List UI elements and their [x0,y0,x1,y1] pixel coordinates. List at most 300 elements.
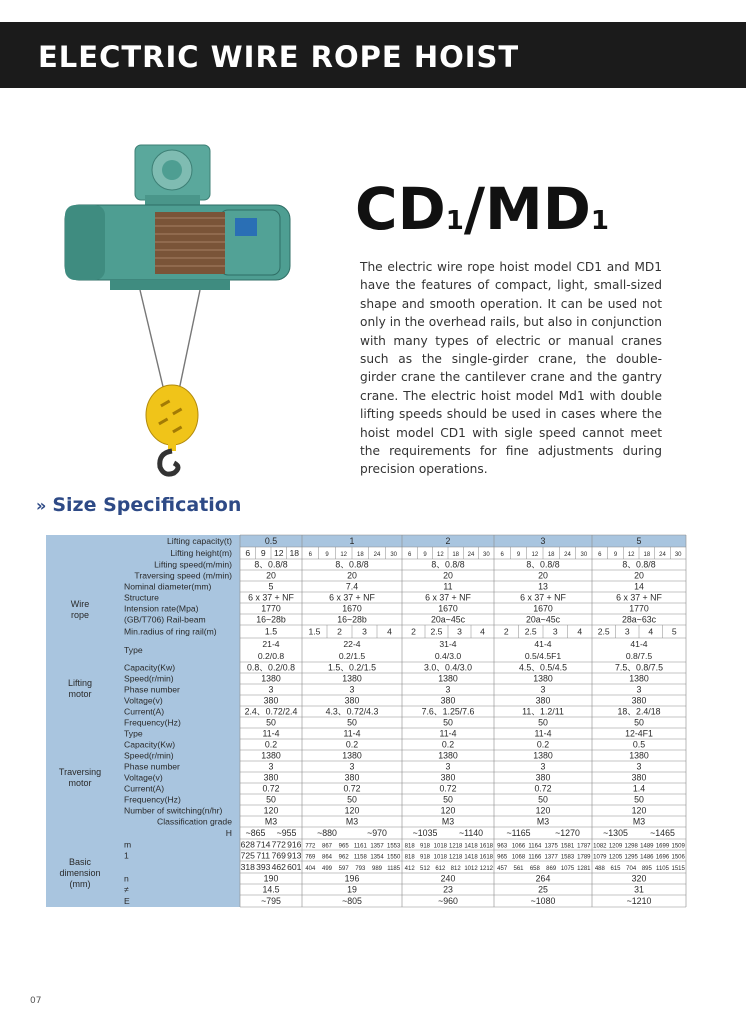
table-cell-text: 21-4 [262,639,280,649]
table-cell-text: 3.0、0.4/3.0 [424,662,472,673]
row-label: Structure [124,592,159,603]
table-cell-text: 20a~45c [526,614,560,625]
row-label: Capacity(Kw) [124,662,176,673]
table-cell-text: 18 [289,548,300,558]
group-label: motor [68,778,92,788]
table-cell-text: 8、0.8/8 [431,559,465,570]
table-cell-text: M3 [441,816,455,827]
table-cell-text: 12 [531,552,539,558]
table-cell-text: 1212 [479,866,494,872]
table-cell-text: 1380 [533,673,553,684]
table-cell-text: 20 [634,570,644,581]
table-cell-text: 7.5、0.8/7.5 [615,662,663,673]
table-cell-text: 50 [347,717,357,728]
table-cell-text: 818 [404,843,415,850]
table-cell-text: 50 [266,794,276,805]
table-cell-text: ~1165 [506,828,531,838]
table-cell-text: 1018 [433,854,448,861]
row-label: Intension rate(Mpa) [124,603,199,614]
table-cell-text: ~1080 [530,896,556,906]
table-cell-text: 1670 [342,603,362,614]
row-label: Voltage(v) [124,695,163,706]
table-cell-text: 965 [338,843,349,850]
table-cell-text: 711 [256,850,271,861]
table-cell-text: 393 [256,862,271,872]
group-label: Traversing [58,767,102,777]
group-label: Wire [70,599,90,609]
table-cell-text: 190 [263,873,279,884]
table-cell-text: 404 [305,866,316,872]
table-cell-text: 12-4F1 [625,728,653,739]
table-cell-text: 769 [305,854,316,861]
table-cell-text: 0.72 [439,783,457,794]
table-cell-text: 0.2/0.8 [257,651,285,661]
table-cell-text: 41-4 [534,639,552,649]
table-cell-text: 380 [440,695,456,706]
table-cell-text: 1787 [577,843,591,850]
table-cell-text: 1380 [438,673,458,684]
table-cell-text: 965 [497,854,508,861]
table-cell-text: ~1305 [603,828,628,838]
table-cell-text: 3 [636,761,642,772]
table-cell-text: 50 [443,794,453,805]
table-cell-text: 8、0.8/8 [254,559,288,570]
table-cell-text: 0.2/1.5 [338,651,366,661]
table-cell-text: M3 [264,816,278,827]
table-cell-text: 12 [627,552,635,558]
table-cell-text: 1699 [655,843,670,850]
table-cell-text: 1.4 [632,783,646,794]
table-cell-text: 380 [631,695,647,706]
table-cell-text: 818 [404,854,415,861]
table-cell-text: 6 x 37 + NF [425,592,471,603]
table-cell-text: 8、0.8/8 [622,559,656,570]
table-cell-text: 240 [440,873,456,884]
table-cell-text: 412 [404,866,415,872]
table-cell-text: 1380 [629,750,649,761]
table-cell-text: 3 [540,536,546,546]
table-cell-text: 793 [355,866,366,872]
table-cell-text: 0.4/3.0 [434,651,462,661]
table-cell-text: 50 [443,717,453,728]
group-label: Lifting [67,678,93,688]
table-cell-text: 2.5 [597,626,610,637]
table-cell-text: 18 [452,552,460,558]
table-cell-text: 24 [373,552,381,558]
table-cell-text: 380 [344,772,360,783]
table-cell-text: 18 [356,552,364,558]
table-cell-text: 28a~63c [622,614,656,625]
table-cell-text: 1.5、0.2/1.5 [328,662,376,673]
table-cell-text: 318 [240,862,255,872]
table-cell-text: 3 [268,761,274,772]
table-cell-text: 1377 [544,854,558,861]
table-cell-text: 3 [624,626,630,637]
table-cell-text: ~880 [317,828,337,838]
row-label: Phase number [124,761,180,772]
table-cell-text: 19 [347,884,357,895]
table-cell-text: 50 [634,794,644,805]
table-cell-text: 5 [671,626,677,637]
row-label: Type [124,728,143,739]
table-cell-text: 1295 [624,854,638,861]
table-cell-text: 3 [349,761,355,772]
group-label: rope [70,610,90,620]
group-label: motor [68,689,92,699]
table-cell-text: 1770 [261,603,281,614]
table-cell-text: 1 [349,536,355,546]
table-cell-text: 1380 [533,750,553,761]
table-cell-text: 3 [445,684,451,695]
group-label: Basic [68,857,92,867]
table-cell-text: 1357 [370,843,384,850]
table-cell-text: 380 [263,772,279,783]
table-cell-text: 704 [626,866,637,872]
table-cell-text: 9 [516,552,521,558]
table-cell-text: 772 [271,839,286,850]
table-cell-text: 918 [419,843,431,850]
table-cell-text: 11-4 [439,728,457,739]
table-cell-text: 1380 [342,673,362,684]
table-cell-text: 4 [648,626,654,637]
table-cell-text: 6 [500,552,504,558]
table-cell-text: 18 [547,552,555,558]
group-label: dimension [59,868,101,878]
page-title: ELECTRIC WIRE ROPE HOIST [38,40,520,74]
row-label: Min.radius of ring rail(m) [124,626,217,637]
table-cell-text: 1012 [464,866,478,872]
table-cell-text: 2 [503,626,509,637]
table-cell-text: 864 [321,854,333,861]
row-label: Frequency(Hz) [124,794,181,805]
table-cell-text: 3 [457,626,462,637]
table-cell-text: 50 [538,794,548,805]
table-cell-text: 1068 [511,854,526,861]
table-cell-text: 50 [634,717,644,728]
table-cell-text: 11-4 [262,728,280,739]
table-cell-text: 12 [340,552,348,558]
table-cell-text: 0.5 [632,739,646,750]
table-cell-text: 6 x 37 + NF [248,592,294,603]
table-cell-text: M3 [632,816,646,827]
table-cell-text: 1161 [353,843,367,850]
table-cell-text: 3 [445,761,451,772]
table-cell-text: 1205 [608,854,623,861]
table-cell-text: ~1210 [626,896,652,906]
table-cell-text: 869 [546,866,557,872]
table-cell-text: 2 [337,626,342,637]
row-label: Number of switching(n/hr) [124,805,223,816]
row-label: Capacity(Kw) [124,739,176,750]
table-cell-text: 0.2 [536,739,550,750]
table-cell-text: 1164 [528,843,542,850]
table-cell-text: 499 [321,866,333,872]
table-cell-text: 1618 [479,854,494,861]
table-cell-text: 4 [387,626,392,637]
table-cell-text: 769 [271,850,286,861]
table-cell-text: 597 [338,866,349,872]
table-cell-text: 24 [659,552,666,558]
table-cell-text: ~970 [367,828,387,838]
table-cell-text: 1298 [624,843,638,850]
table-cell-text: 11 [443,581,453,592]
table-cell-text: 895 [641,866,652,872]
table-cell-text: 3 [362,626,367,637]
table-cell-text: 9 [260,548,266,558]
table-cell-text: 658 [529,866,540,872]
table-cell-text: 1354 [370,854,384,861]
table-cell-text: 8、0.8/8 [335,559,369,570]
row-label: Lifting capacity(t) [167,536,232,546]
table-cell-text: ~1270 [555,828,580,838]
table-cell-text: ~1035 [412,828,438,838]
table-cell-text: 25 [538,884,548,895]
table-cell-text: 0.8、0.2/0.8 [247,662,295,673]
table-cell-text: 1670 [438,603,458,614]
table-cell-text: 50 [347,794,357,805]
table-cell-text: 12 [273,548,284,558]
table-cell-text: 50 [538,717,548,728]
table-cell-text: 14 [634,581,644,592]
table-cell-text: 120 [440,805,456,816]
row-label: Nominal diameter(mm) [124,581,212,592]
table-cell-text: 2.5 [430,626,443,637]
table-cell-text: 1489 [640,843,654,850]
table-cell-text: 3 [268,684,274,695]
table-cell-text: 1209 [608,843,623,850]
table-cell-text: 4.3、0.72/4.3 [325,706,379,717]
table-cell-text: 3 [540,761,546,772]
table-cell-text: 6 [245,548,251,558]
row-label: Voltage(v) [124,772,163,783]
table-cell-text: 1515 [671,866,685,872]
row-label: E [124,896,130,906]
table-cell-text: 867 [321,843,333,850]
row-label: n [124,873,129,884]
row-label: Current(A) [124,783,165,794]
table-cell-text: 3 [552,626,558,637]
table-cell-text: 601 [287,862,302,872]
table-cell-text: 0.2 [345,739,359,750]
table-cell-text: 11-4 [534,728,552,739]
table-cell-text: 0.2 [441,739,455,750]
table-cell-text: 457 [497,866,508,872]
header-row-bg [240,535,686,547]
table-cell-text: 3 [540,684,546,695]
table-cell-text: 916 [287,839,302,850]
table-cell-text: 4 [577,626,583,637]
table-cell-text: 13 [538,581,548,592]
table-cell-text: 4.5、0.5/4.5 [519,662,567,673]
table-cell-text: ~955 [276,828,297,838]
table-cell-text: 8、0.8/8 [526,559,560,570]
table-cell-text: 6 x 37 + NF [329,592,375,603]
table-cell-text: 7.6、1.25/7.6 [421,706,475,717]
table-cell-text: 24 [564,552,571,558]
group-label: (mm) [69,879,91,889]
section-heading: » Size Specification [36,494,242,516]
table-cell-text: 30 [580,552,588,558]
row-label: Lifting height(m) [170,548,232,558]
table-cell-text: 30 [482,552,490,558]
table-cell-text: 1770 [629,603,649,614]
table-cell-text: 1506 [671,854,685,861]
table-cell-text: 22-4 [343,639,361,649]
table-cell-text: 6 x 37 + NF [520,592,566,603]
table-cell-text: 1075 [560,866,575,872]
table-cell-text: M3 [536,816,550,827]
table-cell-text: 1380 [342,750,362,761]
table-cell-text: 380 [344,695,360,706]
row-label: Lifting speed(m/min) [154,559,232,570]
table-cell-text: M3 [345,816,359,827]
table-cell-text: 812 [450,866,461,872]
table-cell-text: 120 [344,805,360,816]
table-cell-text: 6 x 37 + NF [616,592,662,603]
table-cell-text: 9 [423,552,427,558]
table-cell-text: 30 [390,552,398,558]
table-cell-text: 31-4 [439,639,457,649]
table-cell-text: 18 [643,552,651,558]
table-cell-text: 16~28b [337,614,367,625]
table-cell-text: 772 [305,843,316,850]
row-label: Frequency(Hz) [124,717,181,728]
table-cell-text: 20a~45c [431,614,465,625]
table-cell-text: 1.5 [264,626,278,637]
table-cell-text: 1066 [511,843,526,850]
table-cell-text: 962 [338,854,349,861]
table-cell-text: 320 [631,873,647,884]
table-cell-text: 1486 [640,854,654,861]
table-cell-text: 380 [263,695,279,706]
row-label: Traversing speed (m/min) [134,570,232,581]
table-cell-text: 120 [535,805,551,816]
row-label: ≠ [124,884,129,895]
table-cell-text: 196 [344,873,360,884]
table-cell-text: 1185 [387,866,401,872]
table-cell-text: 11、1.2/11 [522,706,564,717]
table-cell-text: 913 [287,850,302,861]
table-cell-text: 20 [538,570,548,581]
row-label: Current(A) [124,706,165,717]
table-cell-text: 512 [419,866,431,872]
table-cell-text: 612 [435,866,446,872]
table-cell-text: 2.5 [524,626,537,637]
row-label: Speed(r/min) [124,673,174,684]
row-label: Speed(r/min) [124,750,174,761]
table-cell-text: ~1140 [458,828,484,838]
table-cell-text: 4 [480,626,485,637]
table-cell-text: 1.5 [308,626,321,637]
table-cell-text: 1670 [533,603,553,614]
table-cell-text: ~795 [261,896,281,906]
table-cell-text: 2 [445,536,451,546]
table-cell-text: 380 [631,772,647,783]
table-cell-text: 1418 [464,843,478,850]
table-cell-text: 20 [347,570,357,581]
table-cell-text: 120 [263,805,279,816]
table-cell-text: 264 [535,873,551,884]
table-cell-text: 380 [535,695,551,706]
table-cell-text: 1380 [438,750,458,761]
table-cell-text: 3 [636,684,642,695]
table-cell-text: 1583 [560,854,575,861]
table-cell-text: 2.4、0.72/2.4 [244,706,298,717]
table-cell-text: 1509 [671,843,685,850]
table-cell-text: 1550 [386,854,401,861]
table-cell-text: 18、2.4/18 [617,706,661,717]
model-name: CD1/MD1 [355,175,609,243]
table-cell-text: 1380 [629,673,649,684]
intro-paragraph: The electric wire rope hoist model CD1 and MD1 have the features of compact, light, small-sized shape and smooth operation. It can be used not only in the overhead rails, but also in conjunction with many types of electric or manual cranes such as the single-girder crane, the double-girder crane the cantilever crane and the gantry crane. The electric hoist model Md1 with double lifting speeds should be used in cases where the hoist model CD1 with sigle speed cannot meet the requirements for fine adjustments during precision operations. [360,260,662,477]
table-cell-text: 488 [594,866,605,872]
table-cell-text: 918 [419,854,431,861]
table-cell-text: 9 [325,552,329,558]
table-cell-text: 561 [513,866,524,872]
table-cell-text: 50 [266,717,276,728]
table-cell-text: 23 [443,884,453,895]
table-cell-text: 1696 [655,854,670,861]
table-cell-text: 380 [535,772,551,783]
table-cell-text: 989 [371,866,383,872]
table-cell-text: 14.5 [262,884,280,895]
row-label: Classification grade [157,816,232,827]
table-cell-text: 1158 [353,854,367,861]
table-cell-text: 1218 [448,854,463,861]
table-cell-text: 615 [610,866,621,872]
table-cell-text: 1218 [448,843,463,850]
table-cell-text: ~1465 [650,828,675,838]
row-label: (GB/T706) Rail-beam [124,614,206,625]
table-cell-text: 16~28b [256,614,286,625]
row-label: 1 [124,850,129,861]
table-cell-text: 30 [674,552,682,558]
table-cell-text: 1082 [593,843,607,850]
table-cell-text: 2 [411,626,416,637]
table-cell-text: 1375 [544,843,558,850]
table-cell-text: 0.5/4.5F1 [524,651,562,661]
table-cell-text: 1105 [656,866,669,872]
table-cell-text: 963 [497,843,508,850]
table-cell-text: 20 [266,570,276,581]
table-cell-text: 380 [440,772,456,783]
table-cell-text: 1166 [528,854,542,861]
table-cell-text: ~805 [342,896,362,906]
table-cell-text: 1789 [577,854,591,861]
table-cell-text: 1380 [261,673,281,684]
table-cell-text: 6 [598,552,602,558]
table-cell-text: 12 [436,552,444,558]
row-label: H [225,828,232,838]
table-cell-text: 1018 [433,843,448,850]
table-cell-text: 1581 [560,843,575,850]
table-cell-text: 0.8/7.5 [625,651,653,661]
row-label: Type [124,645,143,655]
table-cell-text: 0.2 [264,739,278,750]
table-cell-text: 0.72 [262,783,280,794]
table-cell-text: ~865 [245,828,266,838]
table-cell-text: 20 [443,570,453,581]
table-cell-text: 725 [240,850,255,861]
table-cell-text: 1079 [593,854,607,861]
table-cell-text: 462 [271,862,286,872]
table-cell-text: 1618 [479,843,494,850]
table-cell-text: 628 [240,839,255,850]
table-cell-text: 714 [256,839,271,850]
table-cell-text: 24 [467,552,475,558]
table-cell-text: 5 [636,536,642,546]
table-cell-text: 11-4 [343,728,361,739]
